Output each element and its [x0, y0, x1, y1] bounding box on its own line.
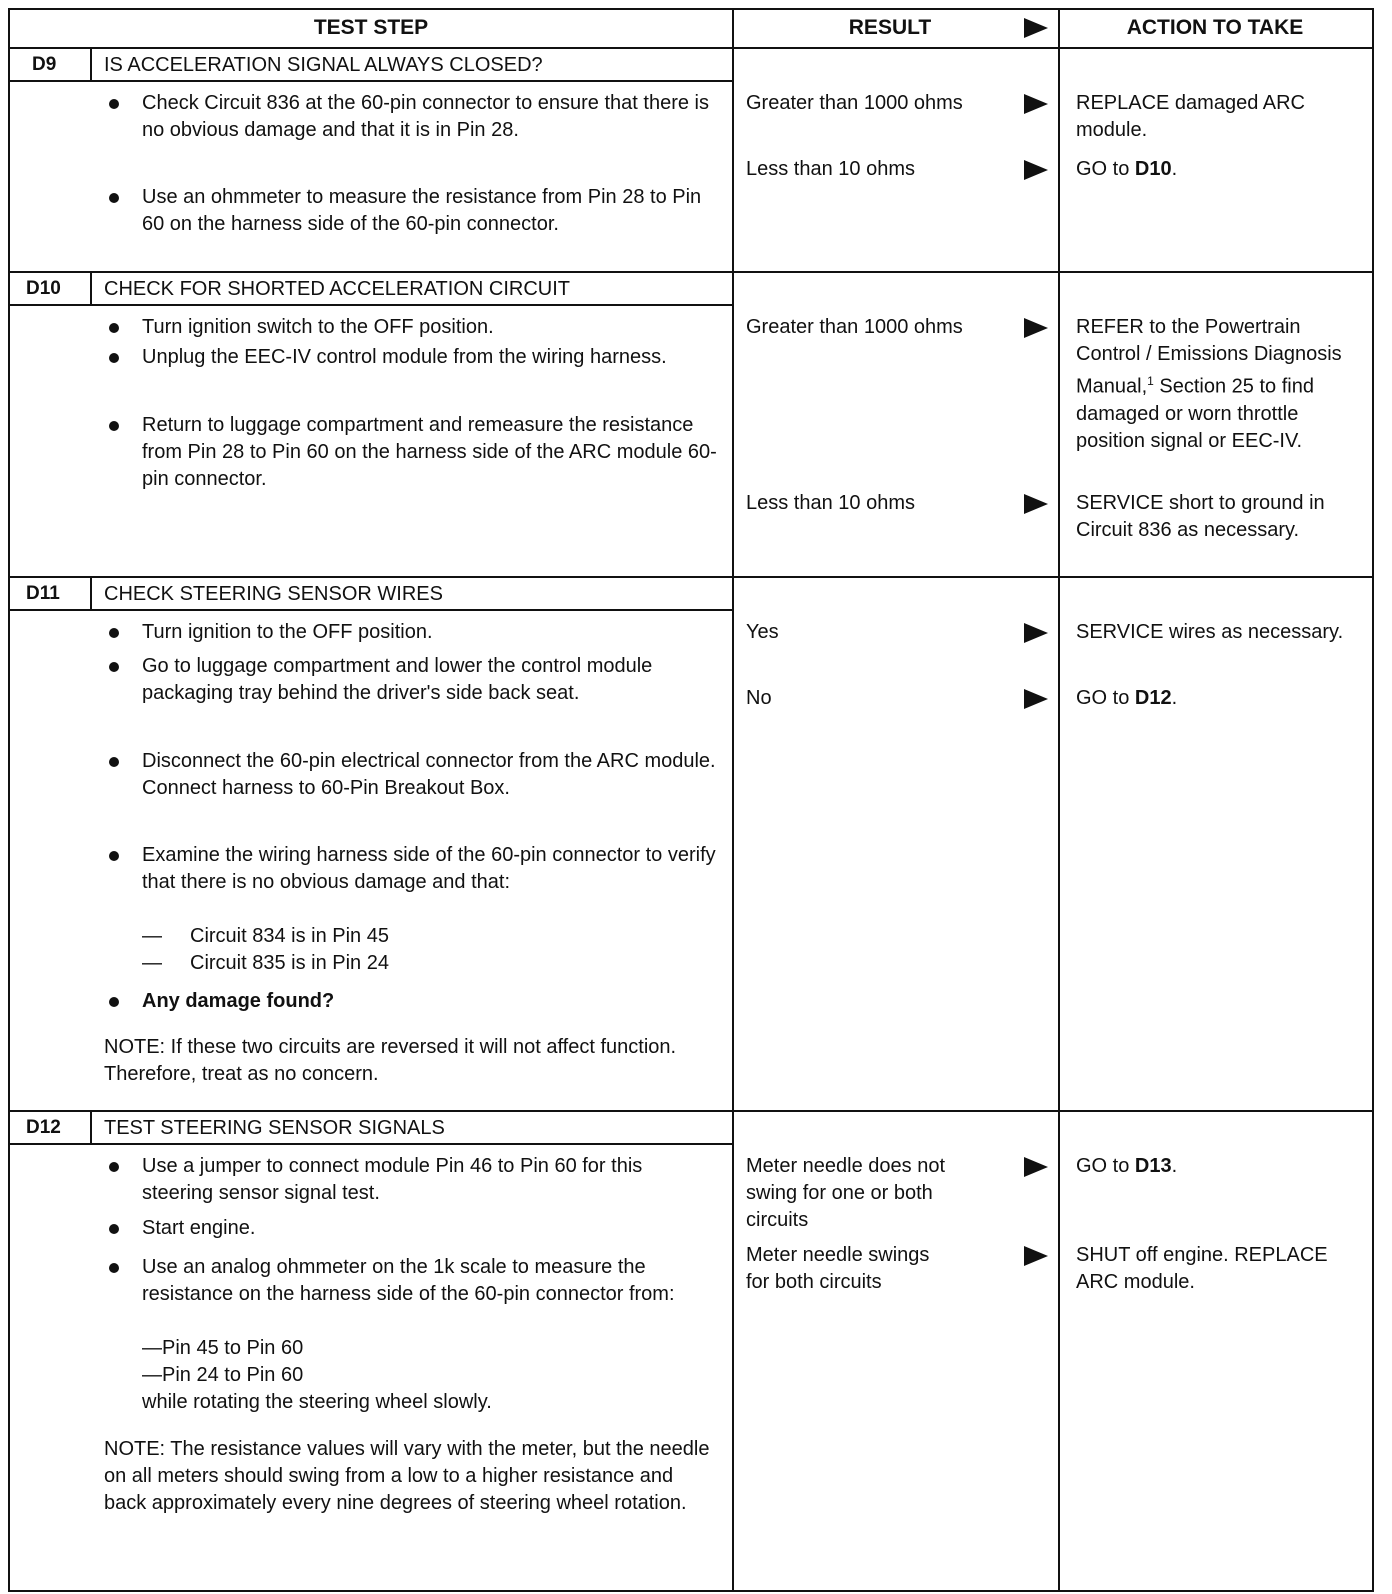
arrow-icon — [1024, 1246, 1048, 1266]
row-rule — [10, 576, 1372, 578]
row-rule — [10, 271, 1372, 273]
sub-item: Circuit 834 is in Pin 45 — [190, 925, 389, 947]
arrow-icon — [1024, 160, 1048, 180]
bullet-icon — [109, 1224, 119, 1234]
step-bullet: Use an ohmmeter to measure the resistance from Pin 28 to Pin 60 on the harness side of the 60-pin connector. — [142, 186, 702, 235]
arrow-icon — [1024, 18, 1048, 38]
step-bullet: Unplug the EEC-IV control module from the wiring harness. — [142, 346, 667, 368]
step-note: NOTE: The resistance values will vary with the meter, but the needle on all meters should swing from a low to a higher resistance and back approximately every nine degrees of steering wheel rotation. — [104, 1438, 710, 1514]
step-bullet: Return to luggage compartment and remeasure the resistance from Pin 28 to Pin 60 on the harness side of the ARC module 60-pin connector. — [142, 414, 717, 490]
header-result: RESULT — [848, 16, 932, 39]
title-rule — [10, 1143, 732, 1145]
id-divider — [90, 577, 92, 609]
result-text: No — [746, 687, 772, 709]
sub-item: —Pin 24 to Pin 60 — [142, 1364, 304, 1386]
diagnostic-table — [8, 8, 1374, 1592]
arrow-icon — [1024, 623, 1048, 643]
step-title: TEST STEERING SENSOR SIGNALS — [104, 1117, 445, 1139]
step-bullet: Disconnect the 60-pin electrical connector from the ARC module. Connect harness to 60-Pin Breakout Box. — [142, 750, 716, 799]
result-text: Meter needle swings for both circuits — [746, 1244, 930, 1293]
result-text: Greater than 1000 ohms — [746, 316, 963, 338]
arrow-icon — [1024, 1157, 1048, 1177]
row-rule — [10, 1110, 1372, 1112]
bullet-icon — [109, 997, 119, 1007]
action-text: GO to D10. — [1076, 158, 1178, 180]
bullet-icon — [109, 99, 119, 109]
action-text: SERVICE short to ground in Circuit 836 as necessary. — [1076, 492, 1325, 541]
id-divider — [90, 1111, 92, 1143]
title-rule — [10, 609, 732, 611]
step-id: D11 — [26, 583, 60, 604]
step-bullet: Check Circuit 836 at the 60-pin connector to ensure that there is no obvious damage and that it is in Pin 28. — [142, 92, 709, 141]
arrow-icon — [1024, 94, 1048, 114]
header-test-step: TEST STEP — [313, 16, 429, 39]
step-bullet: Turn ignition to the OFF position. — [142, 621, 433, 643]
step-note: NOTE: If these two circuits are reversed it will not affect function. Therefore, treat as no concern. — [104, 1036, 677, 1085]
bullet-icon — [109, 851, 119, 861]
step-id: D12 — [26, 1117, 61, 1138]
bullet-icon — [109, 662, 119, 672]
step-bullet: Turn ignition switch to the OFF position. — [142, 316, 494, 338]
step-bullet: Use a jumper to connect module Pin 46 to Pin 60 for this steering sensor signal test. — [142, 1155, 643, 1204]
step-reference: D12 — [1134, 687, 1172, 709]
result-text: Greater than 1000 ohms — [746, 92, 963, 114]
result-text: Meter needle does not swing for one or both circuits — [746, 1155, 946, 1231]
result-text: Yes — [746, 621, 779, 643]
action-text: SERVICE wires as necessary. — [1076, 621, 1344, 643]
action-text: REPLACE damaged ARC module. — [1076, 92, 1306, 141]
bullet-icon — [109, 353, 119, 363]
step-id: D9 — [32, 54, 57, 75]
step-bullet: Examine the wiring harness side of the 60-pin connector to verify that there is no obvious damage and that: — [142, 844, 716, 893]
action-text: GO to D12. — [1076, 687, 1178, 709]
id-divider — [90, 48, 92, 80]
dash-icon: — — [142, 952, 162, 974]
step-question: Any damage found? — [142, 990, 335, 1012]
bullet-icon — [109, 757, 119, 767]
sub-item: —Pin 45 to Pin 60 — [142, 1337, 304, 1359]
step-trailing: while rotating the steering wheel slowly. — [142, 1391, 492, 1413]
step-id: D10 — [26, 278, 61, 299]
action-text: GO to D13. — [1076, 1155, 1178, 1177]
arrow-icon — [1024, 689, 1048, 709]
bullet-icon — [109, 1263, 119, 1273]
step-title: CHECK FOR SHORTED ACCELERATION CIRCUIT — [104, 278, 570, 300]
sub-item: Circuit 835 is in Pin 24 — [190, 952, 389, 974]
action-text: REFER to the Powertrain Control / Emissions Diagnosis Manual,$^1$ Section 25 to find damaged or worn throttle position signal or EEC-IV. — [1076, 316, 1342, 452]
step-bullet: Go to luggage compartment and lower the control module packaging tray behind the driver's side back seat. — [142, 655, 653, 704]
bullet-icon — [109, 628, 119, 638]
header-rule — [10, 47, 1372, 49]
step-reference: D13 — [1134, 1155, 1172, 1177]
title-rule — [10, 80, 732, 82]
column-divider — [1058, 10, 1060, 1590]
dash-icon: — — [142, 925, 162, 947]
bullet-icon — [109, 1162, 119, 1172]
step-bullet: Start engine. — [142, 1217, 256, 1239]
bullet-icon — [109, 193, 119, 203]
step-title: CHECK STEERING SENSOR WIRES — [104, 583, 443, 605]
arrow-icon — [1024, 318, 1048, 338]
bullet-icon — [109, 421, 119, 431]
result-text: Less than 10 ohms — [746, 492, 915, 514]
step-title: IS ACCELERATION SIGNAL ALWAYS CLOSED? — [104, 54, 543, 76]
title-rule — [10, 304, 732, 306]
step-reference: D10 — [1134, 158, 1172, 180]
result-text: Less than 10 ohms — [746, 158, 915, 180]
step-bullet: Use an analog ohmmeter on the 1k scale to measure the resistance on the harness side of the 60-pin connector from: — [142, 1256, 675, 1305]
action-text: SHUT off engine. REPLACE ARC module. — [1076, 1244, 1328, 1293]
arrow-icon — [1024, 494, 1048, 514]
header-action: ACTION TO TAKE — [1126, 16, 1304, 39]
bullet-icon — [109, 323, 119, 333]
column-divider — [732, 10, 734, 1590]
id-divider — [90, 272, 92, 304]
